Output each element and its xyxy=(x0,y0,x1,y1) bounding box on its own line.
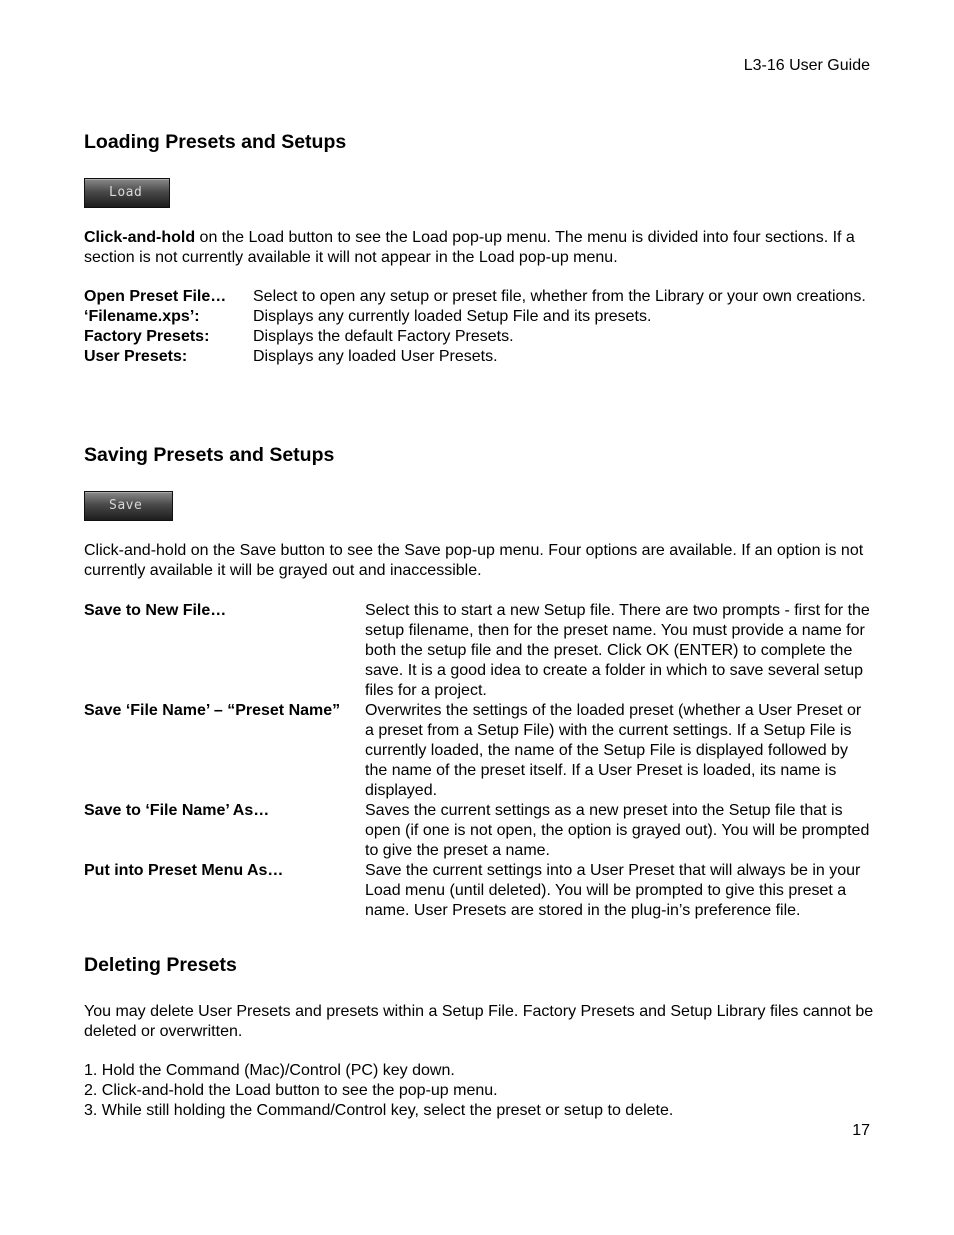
definition-row xyxy=(84,307,874,327)
step-item: 3. While still holding the Command/Control key, select the preset or setup to delete. xyxy=(84,1102,674,1119)
save-menu-definitions xyxy=(84,601,874,921)
definition-row xyxy=(84,861,874,921)
saving-intro: Click-and-hold on the Save button to see the Save pop-up menu. Four options are available. If an option is not currently available it will be grayed out and inaccessible. xyxy=(84,542,864,579)
definition-row xyxy=(84,701,874,801)
definition-desc: Displays the default Factory Presets. xyxy=(253,328,514,345)
definition-row xyxy=(84,287,874,307)
loading-intro-text: on the Load button to see the Load pop-up menu. The menu is divided into four sections. If a section is not currently available it will not appear in the Load pop-up menu. xyxy=(84,229,855,266)
definition-desc: Select this to start a new Setup file. There are two prompts - first for the setup filename, then for the preset name. You must provide a name for both the setup file and the preset. Click OK (ENTER) to complete the save. It is a good idea to create a folder in which to save several setup files for a project. xyxy=(365,602,870,699)
load-button-image: Load xyxy=(84,178,170,208)
loading-intro xyxy=(84,228,874,268)
definition-row xyxy=(84,801,874,861)
step-item: 2. Click-and-hold the Load button to see the pop-up menu. xyxy=(84,1082,498,1099)
definition-desc: Overwrites the settings of the loaded preset (whether a User Preset or a preset from a Setup File) with the current settings. If a Setup File is currently loaded, the name of the Setup File is displayed followed by the name of the preset itself. If a User Preset is loaded, its name is displayed. xyxy=(365,702,862,799)
saving-heading: Saving Presets and Setups xyxy=(84,444,335,466)
page-number: 17 xyxy=(852,1122,870,1139)
definition-term: Put into Preset Menu As… xyxy=(84,862,284,879)
definition-desc: Saves the current settings as a new preset into the Setup file that is open (if one is not open, the option is grayed out). You will be prompted to give the preset a name. xyxy=(365,802,870,859)
definition-desc: Save the current settings into a User Preset that will always be in your Load menu (until deleted). You will be prompted to give this preset a name. User Presets are stored in the plug-in’s preference file. xyxy=(365,862,861,919)
definition-term: Save to New File… xyxy=(84,602,227,619)
definition-row xyxy=(84,347,874,367)
loading-heading: Loading Presets and Setups xyxy=(84,131,347,153)
definition-desc: Displays any currently loaded Setup File and its presets. xyxy=(253,308,652,325)
running-header: L3-16 User Guide xyxy=(743,57,870,74)
load-menu-definitions xyxy=(84,287,874,367)
definition-desc: Select to open any setup or preset file, whether from the Library or your own creations. xyxy=(253,288,866,305)
loading-intro-bold: Click-and-hold xyxy=(84,229,196,246)
definition-term: Save ‘File Name’ – “Preset Name” xyxy=(84,702,341,719)
definition-row xyxy=(84,601,874,701)
definition-term: User Presets: xyxy=(84,348,188,365)
deleting-steps xyxy=(84,1061,874,1121)
step-item: 1. Hold the Command (Mac)/Control (PC) key down. xyxy=(84,1062,455,1079)
deleting-intro: You may delete User Presets and presets within a Setup File. Factory Presets and Setup Library files cannot be deleted or overwritten. xyxy=(84,1003,874,1040)
definition-term: Open Preset File… xyxy=(84,288,227,305)
definition-term: Save to ‘File Name’ As… xyxy=(84,802,270,819)
definition-row xyxy=(84,327,874,347)
save-button-image: Save xyxy=(84,491,173,521)
definition-desc: Displays any loaded User Presets. xyxy=(253,348,498,365)
definition-term: Factory Presets: xyxy=(84,328,210,345)
definition-term: ‘Filename.xps’: xyxy=(84,308,200,325)
deleting-heading: Deleting Presets xyxy=(84,954,237,976)
